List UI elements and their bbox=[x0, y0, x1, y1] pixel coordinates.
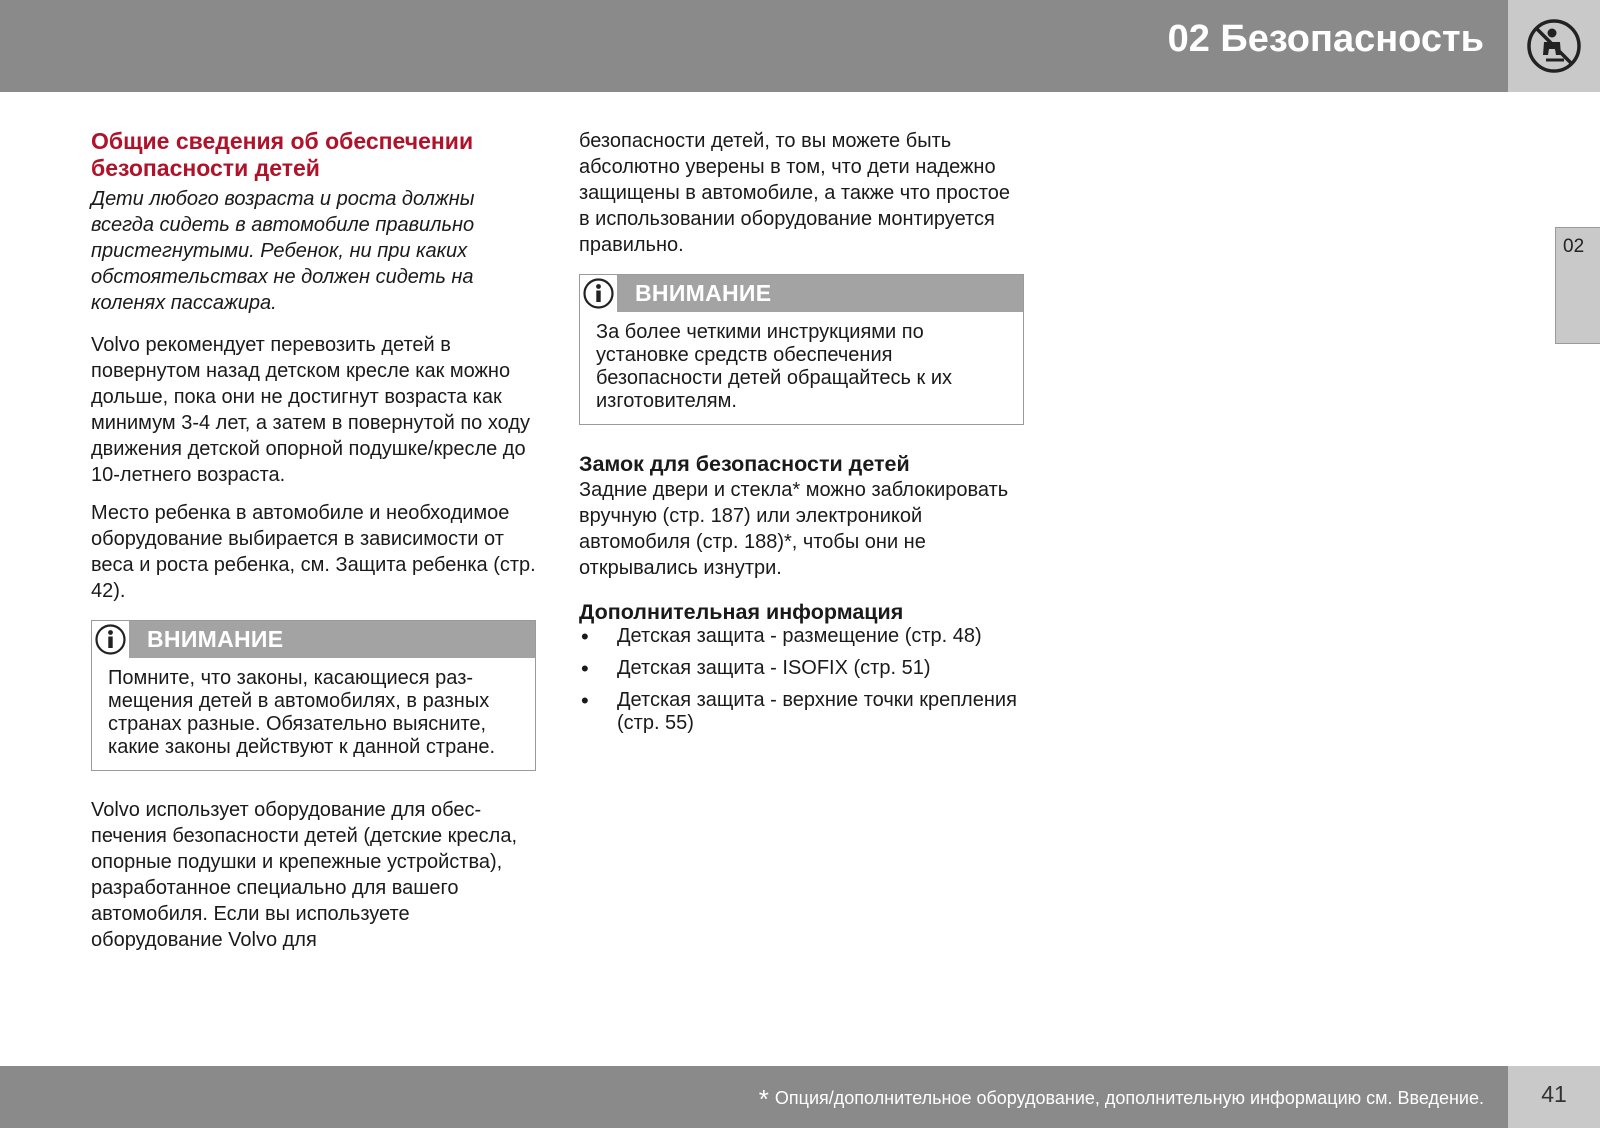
more-info-link-top-tether[interactable]: • Детская защита - верхние точки крепления (стр. 55) bbox=[579, 689, 1024, 735]
footer-text: Опция/дополнительное оборудование, дополнительную информацию см. Введение. bbox=[774, 1088, 1484, 1108]
warning-note-left bbox=[91, 620, 536, 771]
intro-paragraph: Дети любого возраста и роста должны всегда сидеть в автомобиле правильно пристегнутыми. Ребенок, ни при каких обстоятельствах не должен сидеть на коленях пассажира. bbox=[91, 188, 475, 314]
info-icon bbox=[583, 278, 614, 309]
info-icon bbox=[95, 624, 126, 655]
child-lock-text: Задние двери и стекла* можно заблокировать вручную (стр. 187) или электроникой автомобиля (стр. 188)*, чтобы они не открывались изнутри. bbox=[579, 479, 1009, 579]
note-text: За более четкими инструкциями по установке средств обеспечения безопасности детей обращайтесь к их изготовителям. bbox=[596, 321, 952, 412]
left-column bbox=[91, 128, 536, 965]
section-title-line2: безопасности детей bbox=[91, 155, 320, 181]
right-column bbox=[579, 128, 1024, 744]
more-info-link-placement[interactable]: • Детская защита - размещение (стр. 48) bbox=[579, 625, 1024, 648]
more-info-heading: Дополнительная информация bbox=[579, 600, 904, 624]
body-paragraph-3: Volvo использует оборудование для обеспечения безопасности детей (детские кресла, опорные подушки и крепежные устройства), разработанное специально для вашего автомобиля. Если вы используете оборудование Volvo для bbox=[91, 799, 518, 951]
more-info-link-isofix[interactable]: • Детская защита - ISOFIX (стр. 51) bbox=[579, 657, 1024, 680]
page-number: 41 bbox=[1541, 1081, 1567, 1107]
note-title: ВНИМАНИЕ bbox=[147, 626, 284, 652]
section-title bbox=[91, 128, 536, 182]
note-title: ВНИМАНИЕ bbox=[635, 280, 772, 306]
body-paragraph-continued: безопасности детей, то вы можете быть абсолютно уверены в том, что дети надежно защищены в автомобиле, а также что простое в использовании оборудование монтируется правильно. bbox=[579, 130, 1011, 256]
warning-note-right bbox=[579, 274, 1024, 425]
footer-note bbox=[759, 1084, 1484, 1115]
seatbelt-warning-icon bbox=[1526, 18, 1582, 74]
child-lock-heading: Замок для безопасности детей bbox=[579, 452, 910, 476]
note-header bbox=[92, 621, 535, 658]
page-number-box bbox=[1508, 1066, 1600, 1128]
more-info-list bbox=[579, 625, 1024, 735]
body-paragraph-2: Место ребенка в автомобиле и необходимое оборудование выбирается в зависимости от веса и роста ребенка, см. Защита ребенка (стр. 42). bbox=[91, 502, 536, 602]
body-paragraph-1: Volvo рекомендует перевозить детей в повернутом назад детском кресле как можно дольше, пока они не достигнут возраста как минимум 3-4 лет, а затем в повернутой по ходу движения детской опорной подушке/кресле до 10-летнего возраста. bbox=[91, 334, 530, 486]
chapter-side-tab-label: 02 bbox=[1563, 236, 1585, 257]
footer-star: * bbox=[758, 1084, 769, 1114]
note-header bbox=[580, 275, 1023, 312]
note-text: Помните, что законы, касающиеся размещения детей в автомобилях, в разных странах разные. Обязательно выясните, какие законы действуют к данной стране. bbox=[108, 667, 496, 758]
chapter-icon-box bbox=[1508, 0, 1600, 92]
chapter-side-tab[interactable] bbox=[1555, 227, 1600, 344]
chapter-title: 02 Безопасность bbox=[1167, 18, 1484, 60]
section-title-line1: Общие сведения об обеспечении bbox=[91, 128, 474, 154]
